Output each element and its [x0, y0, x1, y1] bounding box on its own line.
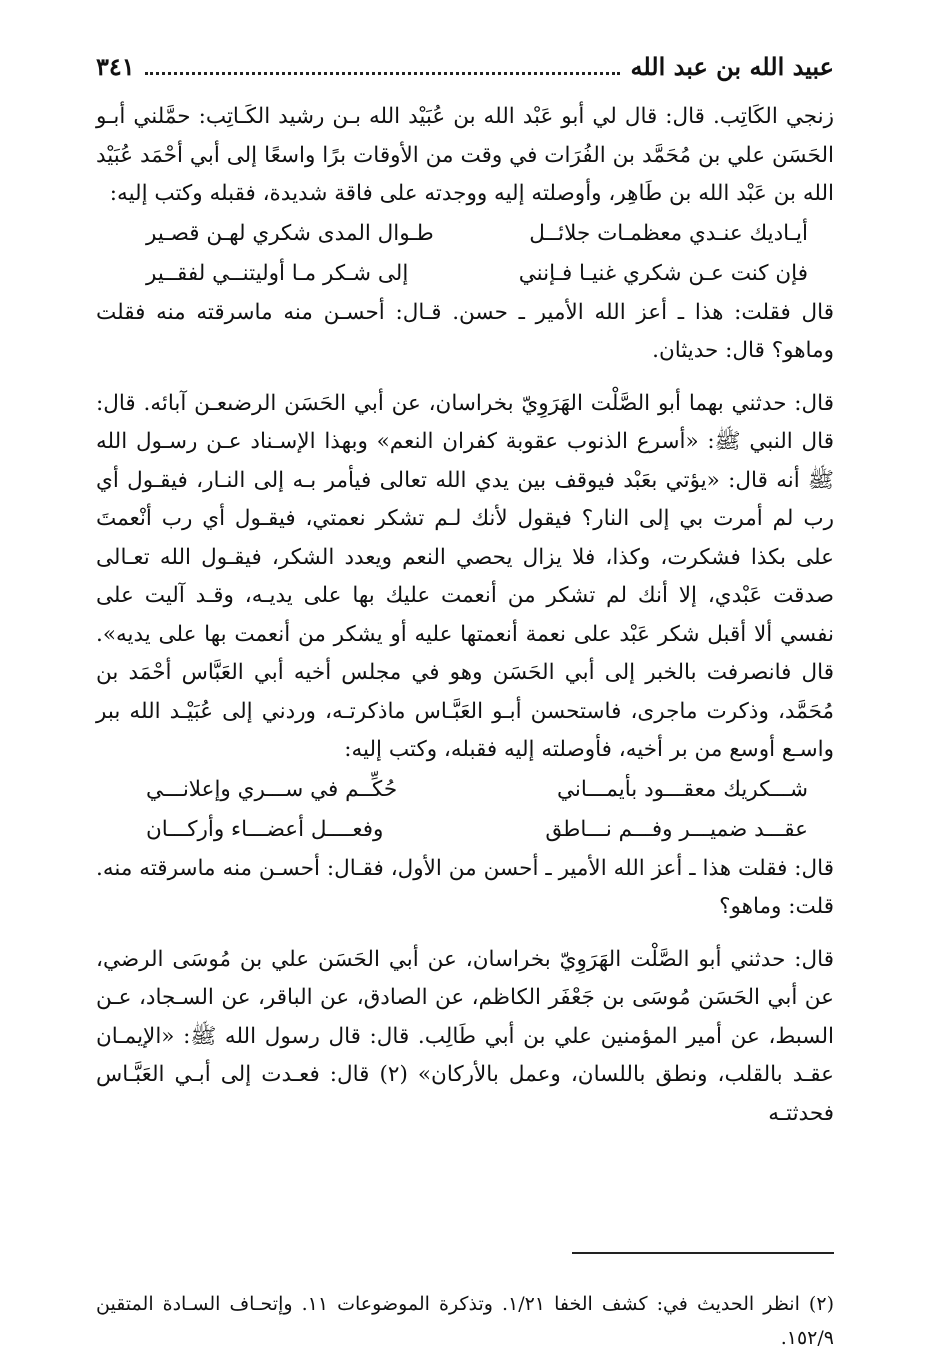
- footnote: (٢) انظر الحديث في: كشف الخفا ١/٢١. وتذكرة الموضوعات ١١. وإتحـاف السـادة المتقين ١٥٢/٩.: [96, 1293, 834, 1349]
- verse-line-4: [96, 810, 834, 850]
- paragraph-4: قال: فقلت هذا ـ أعز الله الأمير ـ أحسن من الأول، فقـال: أحسـن منه ماسرقته منه. قلت: وماهو؟: [96, 855, 834, 919]
- page-number: ٣٤١: [96, 52, 135, 81]
- verse-line-3: [96, 770, 834, 810]
- header-dot-leader: [145, 72, 621, 75]
- verse-1-first-hemistich: أيـاديك عنـدي معظمـات جلائــل: [529, 220, 808, 246]
- verse-2-first-hemistich: فإن كنت عـن شكري غنيـا فـإنني: [518, 260, 808, 286]
- verse-3-first-hemistich: شـــكريك معقـــود بأيمـــاني: [556, 776, 808, 802]
- verse-1-second-hemistich: طـوال المدى شكري لهـن قصـير: [146, 220, 434, 246]
- running-title: عبيد الله بن عبد الله: [630, 52, 834, 81]
- verse-4-second-hemistich: وفعــــل أعضـــاء وأركـــان: [146, 816, 384, 842]
- verse-3-second-hemistich: حُكِّــم في ســـري وإعلانـــي: [146, 776, 398, 802]
- paragraph-3: قال: حدثني بهما أبو الصَّلْت الهَرَوِيّ بخراسان، عن أبي الحَسَن الرضىعـن آبائه. قال: قال النبي ﷺ: «أسرع الذنوب عقوبة كفران النعم» وبهذا الإسـناد عـن رسـول الله ﷺ أنه قال: «يؤتي بعَبْد فيوقف بين يدي الله تعالى فيأمر بـه إلى النـار، فيقـول أي رب لم أمرت بي إلى النار؟ فيقول لأنك لـم تشكر نعمتي، فيقـول أي رب أنْعمتَ على بكذا فشكرت، وكذا، فلا يزال يحصي النعم ويعدد الشكر، فيقـول الله تعـالى صدقت عَبْدي، إلا أنك لم تشكر من أنعمت عليك بها على يديـه، وقـد آليت على نفسي ألا أقبل شكر عَبْد على نعمة أنعمتها عليه أو يشكر من أنعمت بها على يديه». قال فانصرفت بالخبر إلى أبي الحَسَن وهو في مجلس أخيه أبي العَبَّاس أحْمَد بن مُحَمَّد، وذكرت ماجرى، فاستحسن أبـو العَبَّـاس ماذكرتـه، وردني إلى عُبَيْـد الله ببر واسـع أوسع من بر أخيه، فأوصلته إليه فقبله، وكتب إليه:: [96, 390, 834, 762]
- verse-line-2: [96, 254, 834, 294]
- verse-2-second-hemistich: إلى شـكر مـا أوليتنــي لفقــير: [146, 260, 409, 286]
- paragraph-2: قال فقلت: هذا ـ أعز الله الأمير ـ حسن. قـال: أحسـن منه ماسرقته منه فقلت وماهو؟ قال: حديثان.: [96, 299, 834, 363]
- running-header: [96, 52, 834, 92]
- verse-4-first-hemistich: عقـــد ضميـــر وفـــم نـــاطق: [545, 816, 808, 842]
- verse-line-1: [96, 214, 834, 254]
- footnote-separator: [572, 1252, 834, 1254]
- paragraph-1: زنجي الكَاتِب. قال: قال لي أبو عَبْد الله بن عُبَيْد الله بـن رشيد الكَـاتِب: حمَّلني أبـو الحَسَن علي بن مُحَمَّد بن الفُرَات في وقت من الأوقات برًا واسعًا إلى أبي أحْمَد عُبَيْد الله بن عَبْد الله بن طَاهِر، وأوصلته إليه ووجدته على فاقة شديدة، فقبله وكتب إليه:: [96, 104, 834, 206]
- paragraph-5: قال: حدثني أبو الصَّلْت الهَرَوِيّ بخراسان، عن أبي الحَسَن علي بن مُوسَى الرضي، عن أبي الحَسَن مُوسَى بن جَعْفَر الكاظم، عن الصادق، عن الباقر، عن السـجاد، عـن السبط، عن أمير المؤمنين علي بن أبي طَالِب. قال: قال رسول الله ﷺ: «الإيمـان عقـد بالقلب، ونطق باللسان، وعمل بالأركان» (٢) قال: فعـدت إلى أبـي العَبَّـاس فحدثتـه: [96, 946, 834, 1126]
